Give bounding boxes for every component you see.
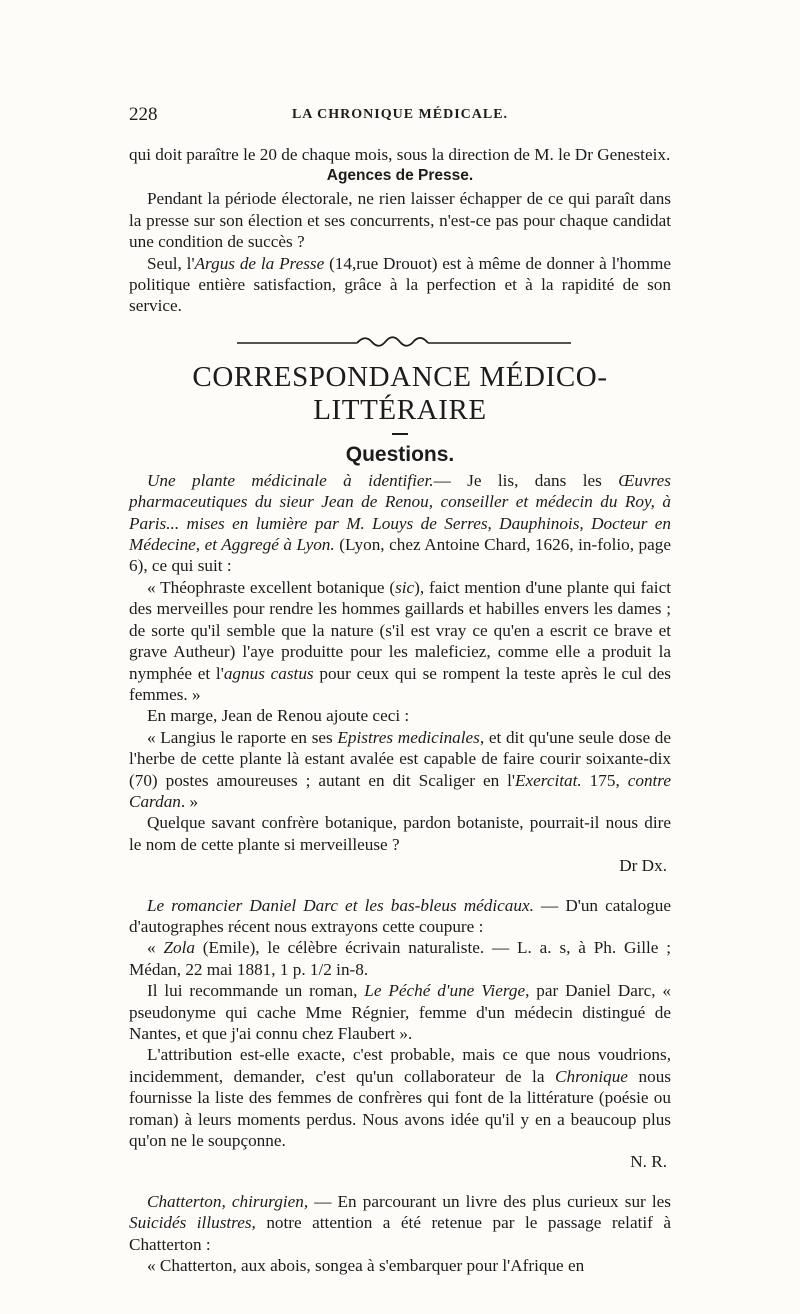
q1-lead: Une plante médicinale à identifier.— Je lis, dans les Œuvres pharmaceutiques du sieur Jean de Renou, conseiller et médecin du Roy, à Paris... mises en lumière par M. Louys de Serres, Dauphinois, Docteur en Médecine, et Aggregé à Lyon. (Lyon, chez Antoine Chard, 1626, in-folio, page 6), ce qui suit : bbox=[129, 470, 671, 576]
section-title: CORRESPONDANCE MÉDICO-LITTÉRAIRE bbox=[192, 360, 608, 426]
q2-lead: Le romancier Daniel Darc et les bas-bleus médicaux. — D'un catalogue d'autographes récent nous extrayons cette coupure : bbox=[129, 895, 671, 936]
q1-quote-theophraste: « Théophraste excellent botanique (sic), faict mention d'une plante qui faict des merveilles pour rendre les hommes gaillards et habilles envers les dames ; de sorte qu'il semble que la nature (s'il est vray ce qu'en a escrit ce brave et grave Autheur) l'aye produitte pour les maleficiez, comme elle a produit la nymphée et l'agnus castus pour ceux qui se rompent la teste après le cul des femmes. » bbox=[129, 577, 671, 704]
paragraph-genesteix: qui doit paraître le 20 de chaque mois, sous la direction de M. le Dr Genesteix. bbox=[129, 145, 671, 164]
renou-book-title: Œuvres pharmaceutiques du sieur Jean de Renou, conseiller et médecin du Roy, à Paris... mises en lumière par M. Louys de Serres, Dauphinois, Docteur en Médecine, et Aggregé à Lyon. bbox=[129, 470, 671, 555]
q3-lead: Chatterton, chirurgien, — En parcourant un livre des plus curieux sur les Suicidés illustres, notre attention a été retenue par le passage relatif à Chatterton : bbox=[129, 1191, 671, 1254]
q2-attribution: L'attribution est-elle exacte, c'est probable, mais ce que nous voudrions, incidemment, demander, c'est qu'un collaborateur de la Chronique nous fournisse la liste des femmes de confrères qui font de la littérature (poésie ou roman) à leurs moments perdus. Nous avons idée qu'il y en a beaucoup plus qu'on ne le soupçonne. bbox=[129, 1045, 671, 1151]
agences-heading: Agences de Presse. bbox=[326, 167, 474, 185]
running-head: LA CHRONIQUE MÉDICALE. bbox=[291, 107, 509, 122]
questions-heading: Questions. bbox=[345, 442, 455, 466]
text-column bbox=[129, 144, 671, 1276]
q1-marge: En marge, Jean de Renou ajoute ceci : bbox=[147, 706, 410, 726]
paragraph-argus: Seul, l'Argus de la Presse (14,rue Drouot) est à même de donner à l'homme politique entière satisfaction, grâce à la perfection et à la rapidité de son service. bbox=[129, 253, 671, 316]
q2-quote-zola: « Zola (Emile), le célèbre écrivain naturaliste. — L. a. s, à Ph. Gille ; Médan, 22 mai 1881, 1 p. 1/2 in-8. bbox=[129, 938, 671, 979]
argus-title: Argus de la Presse bbox=[194, 253, 325, 273]
q1-question: Quelque savant confrère botanique, pardon botaniste, pourrait-il nous dire le nom de cette plante si merveilleuse ? bbox=[129, 813, 671, 854]
q3-quote: « Chatterton, aux abois, songea à s'embarquer pour l'Afrique en bbox=[147, 1256, 585, 1276]
title-dash bbox=[392, 433, 408, 435]
page-header bbox=[129, 104, 671, 128]
q2-recommandation: Il lui recommande un roman, Le Péché d'une Vierge, par Daniel Darc, « pseudonyme qui cache Mme Régnier, femme d'un médecin distingué de Nantes, et que j'ai connu chez Flaubert ». bbox=[129, 981, 672, 1043]
q2-signature: N. R. bbox=[630, 1152, 667, 1172]
paragraph-periode-electorale: Pendant la période électorale, ne rien laisser échapper de ce qui paraît dans la presse sur son élection et ses concurrents, n'est-ce pas pour chaque candidat une condition de succès ? bbox=[129, 189, 671, 252]
q1-signature: Dr Dx. bbox=[619, 856, 667, 876]
roman-title: Le Péché d'une Vierge bbox=[364, 981, 526, 1001]
page-number: 228 bbox=[129, 104, 158, 125]
q1-quote-langius: « Langius le raporte en ses Epistres medicinales, et dit qu'une seule dose de l'herbe de cette plante là estant avalée est capable de faire courir soixante-dix (70) postes amoureuses ; autant en dit Scaliger en l'Exercitat. 175, contre Cardan. » bbox=[129, 727, 671, 811]
decorative-rule bbox=[129, 331, 671, 351]
ornament-divider-icon bbox=[129, 331, 671, 351]
